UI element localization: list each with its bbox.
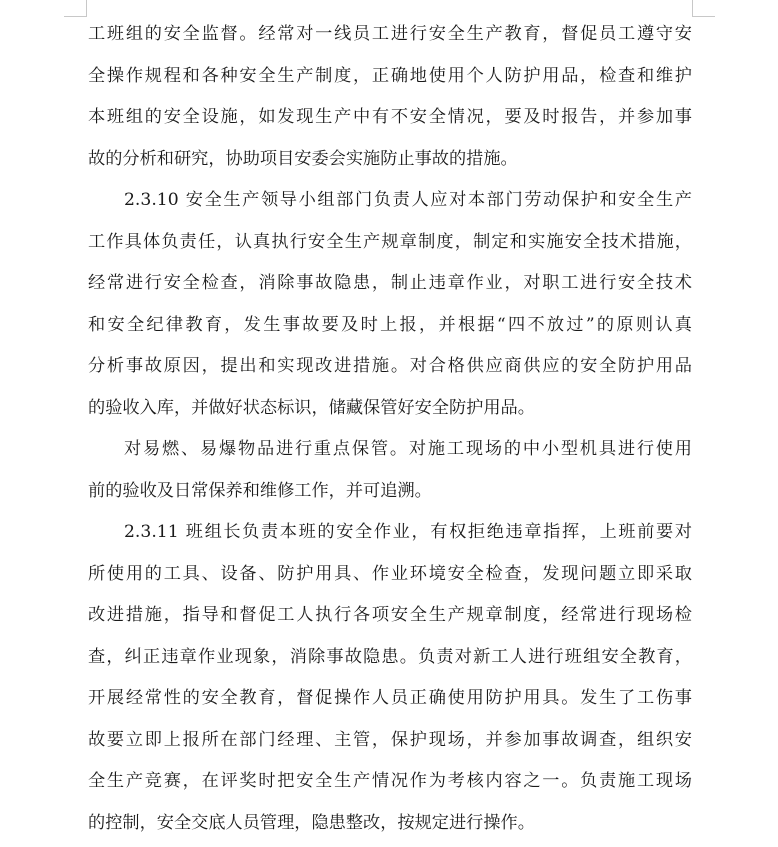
- document-body: [88, 14, 692, 844]
- text-line: 的验收入库，并做好状态标识，储藏保管好安全防护用品。: [88, 397, 535, 418]
- text-line: 本班组的安全设施，如发现生产中有不安全情况，要及时报告，并参加事: [88, 107, 692, 127]
- text-line: 全生产竞赛，在评奖时把安全生产情况作为考核内容之一。负责施工现场: [88, 771, 692, 791]
- text-line: 全操作规程和各种安全生产制度，正确地使用个人防护用品，检查和维护: [88, 65, 692, 86]
- text-line: 开展经常性的安全教育，督促操作人员正确使用防护用具。发生了工伤事: [88, 688, 692, 708]
- crop-mark-top-left: [64, 0, 87, 17]
- paragraph-start-line: 对易燃、易爆物品进行重点保管。对施工现场的中小型机具进行使用: [124, 439, 692, 459]
- text-line: 经常进行安全检查，消除事故隐患，制止违章作业，对职工进行安全技术: [88, 273, 692, 293]
- text-line: 和安全纪律教育，发生事故要及时上报，并根据“四不放过”的原则认真: [88, 314, 692, 335]
- crop-mark-top-right: [692, 0, 715, 17]
- text-line: 所使用的工具、设备、防护用具、作业环境安全检查，发现问题立即采取: [88, 563, 692, 584]
- text-line: 工班组的安全监督。经常对一线员工进行安全生产教育，督促员工遵守安: [88, 24, 692, 44]
- section-heading-line: 2.3.10 安全生产领导小组部门负责人应对本部门劳动保护和安全生产: [124, 190, 692, 210]
- text-line: 查，纠正违章作业现象，消除事故隐患。负责对新工人进行班组安全教育，: [88, 646, 692, 667]
- text-line: 的控制，安全交底人员管理，隐患整改，按规定进行操作。: [88, 812, 535, 833]
- section-heading-line: 2.3.11 班组长负责本班的安全作业，有权拒绝违章指挥，上班前要对: [124, 522, 692, 542]
- text-line: 故要立即上报所在部门经理、主管，保护现场，并参加事故调查，组织安: [88, 729, 692, 750]
- text-line: 故的分析和研究，协助项目安委会实施防止事故的措施。: [88, 148, 518, 169]
- text-line: 前的验收及日常保养和维修工作，并可追溯。: [88, 480, 432, 501]
- text-line: 分析事故原因，提出和实现改进措施。对合格供应商供应的安全防护用品: [88, 356, 692, 376]
- text-line: 改进措施，指导和督促工人执行各项安全生产规章制度，经常进行现场检: [88, 605, 692, 625]
- text-line: 工作具体负责任，认真执行安全生产规章制度，制定和实施安全技术措施，: [88, 231, 692, 252]
